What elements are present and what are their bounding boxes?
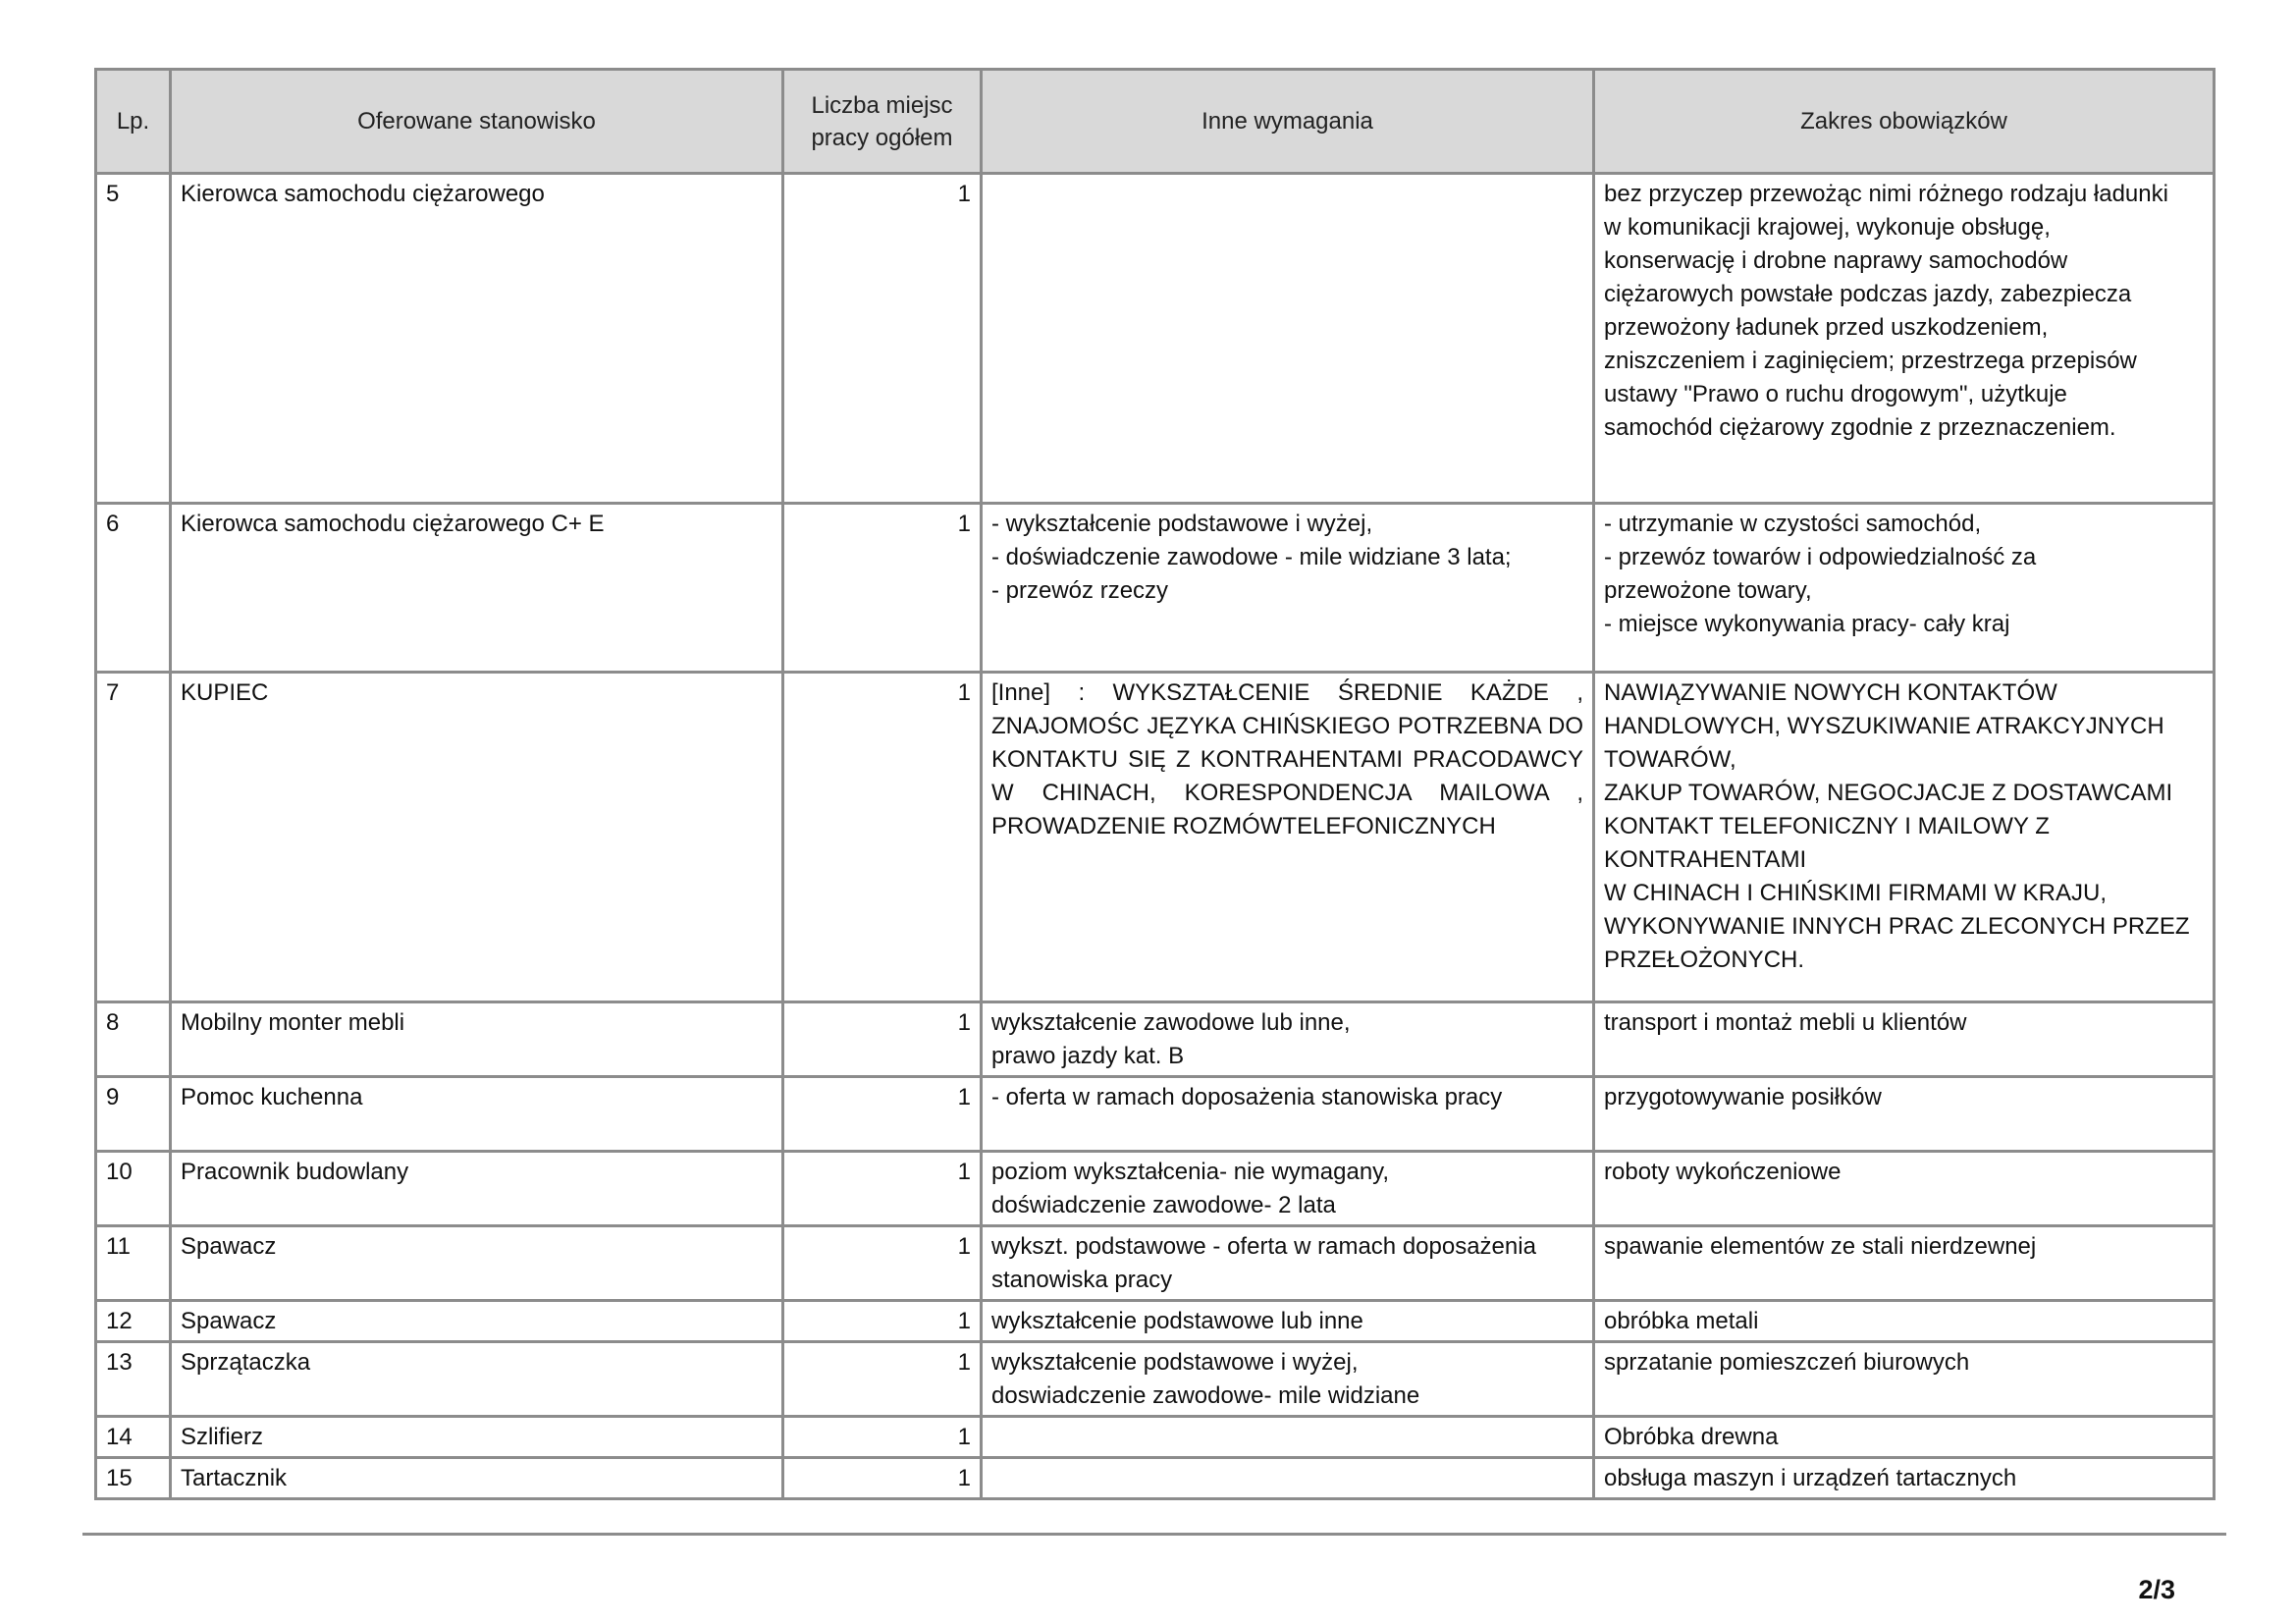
row-position: Kierowca samochodu ciężarowego C+ E <box>171 504 783 673</box>
table-row <box>96 1342 2215 1417</box>
row-requirements: - oferta w ramach doposażenia stanowiska pracy <box>982 1077 1594 1152</box>
row-duties: obróbka metali <box>1594 1301 2215 1342</box>
row-lp: 8 <box>96 1002 171 1077</box>
row-position: Spawacz <box>171 1226 783 1301</box>
row-duties: bez przyczep przewożąc nimi różnego rodzaju ładunki w komunikacji krajowej, wykonuje obsługę, konserwację i drobne naprawy samochodów ciężarowych powstałe podczas jazdy, zabezpiecza przewożony ładunek przed uszkodzeniem, zniszczeniem i zaginięciem; przestrzega przepisów ustawy "Prawo o ruchu drogowym", użytkuje samochód ciężarowy zgodnie z przeznaczeniem. <box>1594 174 2215 504</box>
row-count: 1 <box>783 1002 982 1077</box>
page-number: 2/3 <box>2138 1575 2175 1604</box>
row-requirements <box>982 1458 1594 1499</box>
row-duties: NAWIĄZYWANIE NOWYCH KONTAKTÓW HANDLOWYCH, WYSZUKIWANIE ATRAKCYJNYCH TOWARÓW, ZAKUP TOWARÓW, NEGOCJACJE Z DOSTAWCAMI KONTAKT TELEFONICZNY I MAILOWY Z KONTRAHENTAMI W CHINACH I CHIŃSKIMI FIRMAMI W KRAJU, WYKONYWANIE INNYCH PRAC ZLECONYCH PRZEZ PRZEŁOŻONYCH. <box>1594 673 2215 1002</box>
row-position: Mobilny monter mebli <box>171 1002 783 1077</box>
row-position: Pracownik budowlany <box>171 1152 783 1226</box>
row-requirements: - wykształcenie podstawowe i wyżej, - doświadczenie zawodowe - mile widziane 3 lata; - przewóz rzeczy <box>982 504 1594 673</box>
header-lp: Lp. <box>96 70 171 174</box>
row-position: Szlifierz <box>171 1417 783 1458</box>
row-count: 1 <box>783 504 982 673</box>
row-lp: 15 <box>96 1458 171 1499</box>
row-requirements <box>982 174 1594 504</box>
row-count: 1 <box>783 1417 982 1458</box>
row-lp: 12 <box>96 1301 171 1342</box>
table-row <box>96 1226 2215 1301</box>
row-lp: 5 <box>96 174 171 504</box>
row-count: 1 <box>783 1226 982 1301</box>
row-duties: roboty wykończeniowe <box>1594 1152 2215 1226</box>
row-count: 1 <box>783 1458 982 1499</box>
row-requirements: [Inne] : WYKSZTAŁCENIE ŚREDNIE KAŻDE , ZNAJOMOŚC JĘZYKA CHIŃSKIEGO POTRZEBNA DO KONTAKTU SIĘ Z KONTRAHENTAMI PRACODAWCY W CHINACH, KORESPONDENCJA MAILOWA , PROWADZENIE ROZMÓWTELEFONICZNYCH <box>982 673 1594 1002</box>
table-row <box>96 1301 2215 1342</box>
table-row <box>96 1077 2215 1152</box>
row-duties: transport i montaż mebli u klientów <box>1594 1002 2215 1077</box>
row-duties: Obróbka drewna <box>1594 1417 2215 1458</box>
row-duties: sprzatanie pomieszczeń biurowych <box>1594 1342 2215 1417</box>
row-requirements: wykształcenie podstawowe i wyżej, doswiadczenie zawodowe- mile widziane <box>982 1342 1594 1417</box>
header-requirements: Inne wymagania <box>982 70 1594 174</box>
row-requirements: wykształcenie zawodowe lub inne, prawo jazdy kat. B <box>982 1002 1594 1077</box>
table-row <box>96 673 2215 1002</box>
row-duties: obsługa maszyn i urządzeń tartacznych <box>1594 1458 2215 1499</box>
header-duties: Zakres obowiązków <box>1594 70 2215 174</box>
row-lp: 7 <box>96 673 171 1002</box>
table-row <box>96 1417 2215 1458</box>
row-count: 1 <box>783 174 982 504</box>
row-position: Spawacz <box>171 1301 783 1342</box>
row-count: 1 <box>783 1152 982 1226</box>
row-requirements: wykształcenie podstawowe lub inne <box>982 1301 1594 1342</box>
row-count: 1 <box>783 673 982 1002</box>
header-count: Liczba miejsc pracy ogółem <box>783 70 982 174</box>
row-duties: przygotowywanie posiłków <box>1594 1077 2215 1152</box>
row-position: Pomoc kuchenna <box>171 1077 783 1152</box>
row-count: 1 <box>783 1301 982 1342</box>
row-lp: 14 <box>96 1417 171 1458</box>
row-lp: 13 <box>96 1342 171 1417</box>
row-duties: spawanie elementów ze stali nierdzewnej <box>1594 1226 2215 1301</box>
row-count: 1 <box>783 1342 982 1417</box>
row-requirements: poziom wykształcenia- nie wymagany, doświadczenie zawodowe- 2 lata <box>982 1152 1594 1226</box>
table-row <box>96 1002 2215 1077</box>
header-position: Oferowane stanowisko <box>171 70 783 174</box>
row-requirements <box>982 1417 1594 1458</box>
table-row <box>96 504 2215 673</box>
footer-divider <box>82 1533 2226 1536</box>
row-count: 1 <box>783 1077 982 1152</box>
table-row <box>96 1458 2215 1499</box>
table-row <box>96 1152 2215 1226</box>
row-position: Kierowca samochodu ciężarowego <box>171 174 783 504</box>
row-position: Tartacznik <box>171 1458 783 1499</box>
row-position: Sprzątaczka <box>171 1342 783 1417</box>
row-duties: - utrzymanie w czystości samochód, - przewóz towarów i odpowiedzialność za przewożone towary, - miejsce wykonywania pracy- cały kraj <box>1594 504 2215 673</box>
row-lp: 9 <box>96 1077 171 1152</box>
job-offers-table <box>94 68 2216 1500</box>
row-lp: 10 <box>96 1152 171 1226</box>
row-lp: 6 <box>96 504 171 673</box>
header-row <box>96 70 2215 174</box>
row-lp: 11 <box>96 1226 171 1301</box>
row-requirements: wykszt. podstawowe - oferta w ramach doposażenia stanowiska pracy <box>982 1226 1594 1301</box>
table-row <box>96 174 2215 504</box>
row-position: KUPIEC <box>171 673 783 1002</box>
